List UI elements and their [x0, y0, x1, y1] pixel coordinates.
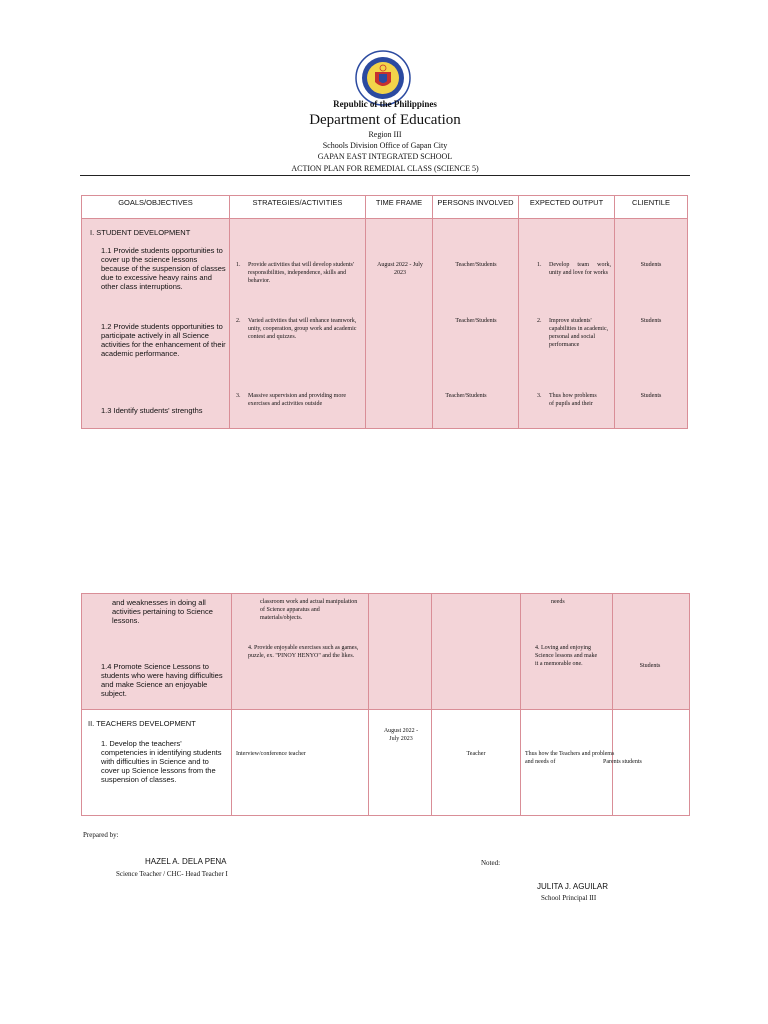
- section-teachers-development: II. TEACHERS DEVELOPMENT: [88, 719, 196, 728]
- strategy-1: 1. Provide activities that will develop students' responsibilities, independence, skills and behavior.: [236, 262, 354, 284]
- clientele-4: Students: [639, 663, 661, 669]
- strategy-4: 4. Provide enjoyable exercises such as games, puzzle, ex. "PINOY HENYO" and the likes.: [248, 645, 359, 659]
- division-line: Schools Division Office of Gapan City: [322, 141, 448, 150]
- goal-continued: and weaknesses in doing all activities pertaining to Science lessons.: [112, 598, 213, 625]
- col-goals-header: GOALS/OBJECTIVES: [82, 196, 230, 219]
- goal-1-4: 1.4 Promote Science Lessons to students who were having difficulties and make Science an enjoyable subject.: [101, 662, 223, 698]
- school-line: GAPAN EAST INTEGRATED SCHOOL: [317, 152, 453, 161]
- region-line: Region III: [368, 130, 402, 139]
- col-persons-header: PERSONS INVOLVED: [433, 196, 519, 219]
- clientele-teacher: Parents students: [603, 759, 642, 765]
- department-title: Department of Education: [309, 112, 461, 128]
- output-4: 4. Loving and enjoying Science lessons and make it a memorable one.: [535, 645, 598, 667]
- noted-label: Noted:: [481, 859, 501, 867]
- col-clientele-header: CLIENTILE: [615, 196, 688, 219]
- output-1: 1. Develop team work, unity and love for works: [537, 262, 611, 276]
- persons-3: Teacher/Students: [445, 393, 487, 399]
- table-row: [82, 594, 690, 710]
- goal-1-1: 1.1 Provide students opportunities to cover up the science lessons because of the suspension of classes due to excessive heavy rains and other class interruptions.: [101, 246, 226, 291]
- time-frame: August 2022 - July 2023: [377, 262, 423, 276]
- action-plan-table-page-1: [81, 195, 688, 429]
- strategy-2: 2. Varied activities that will enhance teamwork, unity, cooperation, group work and academic contest and quizzes.: [236, 318, 357, 340]
- col-timeframe-header: TIME FRAME: [366, 196, 433, 219]
- plan-title: ACTION PLAN FOR REMEDIAL CLASS (SCIENCE 5): [291, 164, 479, 173]
- prepared-by-label: Prepared by:: [83, 831, 119, 839]
- goal-1-3: 1.3 Identify students' strengths: [101, 406, 203, 415]
- strategy-teacher: Interview/conference teacher: [236, 751, 306, 757]
- persons-1: Teacher/Students: [455, 262, 497, 268]
- goal-1-2: 1.2 Provide students opportunities to participate actively in all Science activities for the enhancement of their academic performance.: [101, 322, 226, 358]
- persons-2: Teacher/Students: [455, 318, 497, 324]
- principal-title: School Principal III: [541, 894, 597, 902]
- col-strategies-header: STRATEGIES/ACTIVITIES: [230, 196, 366, 219]
- republic-line: Republic of the Philippines: [333, 99, 437, 109]
- goal-2-1: 1. Develop the teachers' competencies in identifying students with difficulties in Science and to cover up Science lessons from the suspension of classes.: [101, 739, 222, 784]
- clientele-2: Students: [640, 318, 662, 324]
- preparer-title: Science Teacher / CHC- Head Teacher I: [116, 870, 228, 878]
- output-2: 2. Improve students' capabilities in academic, personal and social performance: [537, 318, 609, 348]
- clientele-1: Students: [640, 262, 662, 268]
- persons-teacher: Teacher: [466, 751, 486, 757]
- table-row: [82, 219, 688, 429]
- deped-seal-logo: [355, 50, 411, 106]
- table-row: [82, 710, 690, 816]
- action-plan-table-page-2: [81, 593, 690, 816]
- section-student-development: I. STUDENT DEVELOPMENT: [90, 228, 191, 237]
- output-continued: needs: [551, 599, 565, 605]
- preparer-name: HAZEL A. DELA PENA: [145, 857, 227, 866]
- col-output-header: EXPECTED OUTPUT: [519, 196, 615, 219]
- header-divider: [80, 175, 690, 176]
- time-frame-teacher: August 2022 - July 2023: [383, 728, 419, 742]
- principal-name: JULITA J. AGUILAR: [537, 882, 608, 891]
- clientele-3: Students: [640, 393, 662, 399]
- output-3: 3. Thus how problems of pupils and their: [537, 393, 597, 407]
- strategy-continued: classroom work and actual manipulation of Science apparatus and materials/objects.: [260, 599, 358, 621]
- output-teacher: Thus how the Teachers and problems and needs of: [525, 751, 615, 765]
- header-row: [82, 196, 688, 219]
- strategy-3: 3. Massive supervision and providing more exercises and activities outside: [236, 393, 346, 407]
